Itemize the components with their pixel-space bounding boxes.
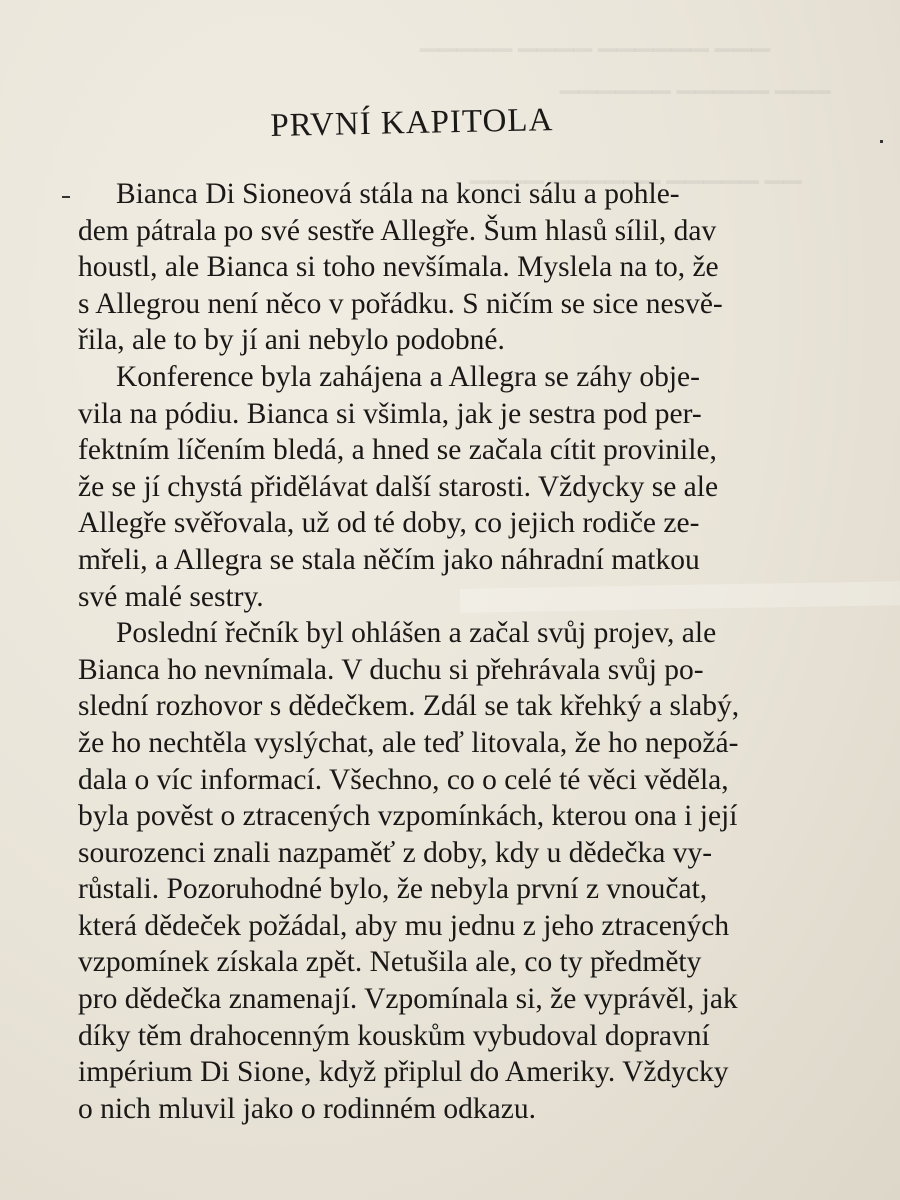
chapter-title: PRVNÍ KAPITOLA — [270, 102, 554, 144]
text-line: impérium Di Sione, když připlul do Ameriky. Vždycky — [78, 1056, 729, 1089]
text-line: houstl, ale Bianca si toho nevšímala. Myslela na to, že — [78, 251, 719, 284]
text-line: dala o víc informací. Všechno, co o celé té věci věděla, — [78, 763, 729, 796]
paragraph-2 — [78, 359, 858, 615]
bleed-through-shadow: ▁▁▁▁▁▁ ▁▁▁▁▁ ▁▁▁ — [560, 68, 831, 94]
text-line: že ho nechtěla vyslýchat, ale teď litovala, že ho nepožá- — [78, 726, 739, 759]
paragraph-1 — [78, 176, 858, 359]
text-line: Allegře svěřovala, už od té doby, co jejich rodiče ze- — [78, 507, 700, 540]
text-line: fektním líčením bledá, a hned se začala cítit provinile, — [78, 434, 717, 467]
text-line: slední rozhovor s dědečkem. Zdál se tak křehký a slabý, — [78, 690, 740, 723]
text-line: mřeli, a Allegra se stala něčím jako náhradní matkou — [78, 543, 700, 576]
text-line: s Allegrou není něco v pořádku. S ničím se sice nesvě- — [78, 287, 723, 320]
text-line: Bianca ho nevnímala. V duchu si přehrávala svůj po- — [78, 653, 704, 686]
text-line: díky těm drahocenným kouskům vybudoval dopravní — [78, 1019, 710, 1052]
text-line: pro dědečka znamenají. Vzpomínala si, že vyprávěl, jak — [78, 983, 738, 1016]
chapter-body — [78, 176, 858, 1127]
printed-mark — [62, 196, 70, 198]
printed-mark — [880, 140, 883, 143]
text-line: že se jí chystá přidělávat další starosti. Vždycky se ale — [78, 470, 719, 503]
bleed-through-shadow: ▁▁▁▁▁ ▁▁▁▁ ▁▁▁▁▁▁ ▁▁▁ — [420, 26, 771, 52]
text-line: Poslední řečník byl ohlášen a začal svůj projev, ale — [116, 617, 717, 650]
text-line: vila na pódiu. Bianca si všimla, jak je sestra pod per- — [78, 397, 702, 430]
text-line: která dědeček požádal, aby mu jednu z jeho ztracených — [78, 909, 730, 942]
text-line: dem pátrala po své sestře Allegře. Šum hlasů sílil, dav — [78, 214, 717, 247]
text-line: o nich mluvil jako o rodinném odkazu. — [78, 1092, 536, 1125]
text-line: sourozenci znali nazpaměť z doby, kdy u dědečka vy- — [78, 836, 713, 869]
text-line: růstali. Pozoruhodné bylo, že nebyla první z vnoučat, — [78, 873, 708, 906]
text-line: Konference byla zahájena a Allegra se záhy obje- — [116, 360, 700, 393]
text-line: Bianca Di Sioneová stála na konci sálu a pohle- — [116, 178, 680, 210]
text-line: vzpomínek získala zpět. Netušila ale, co ty předměty — [78, 946, 702, 979]
paragraph-3 — [78, 615, 858, 1127]
text-line: byla pověst o ztracených vzpomínkách, kterou ona i její — [78, 800, 738, 833]
text-line: své malé sestry. — [78, 580, 264, 613]
bleed-through-shadow: ▁▁▁▁ ▁▁▁▁▁▁ ▁▁▁▁▁ ▁▁ — [470, 158, 802, 184]
text-line: řila, ale to by jí ani nebylo podobné. — [78, 324, 505, 357]
